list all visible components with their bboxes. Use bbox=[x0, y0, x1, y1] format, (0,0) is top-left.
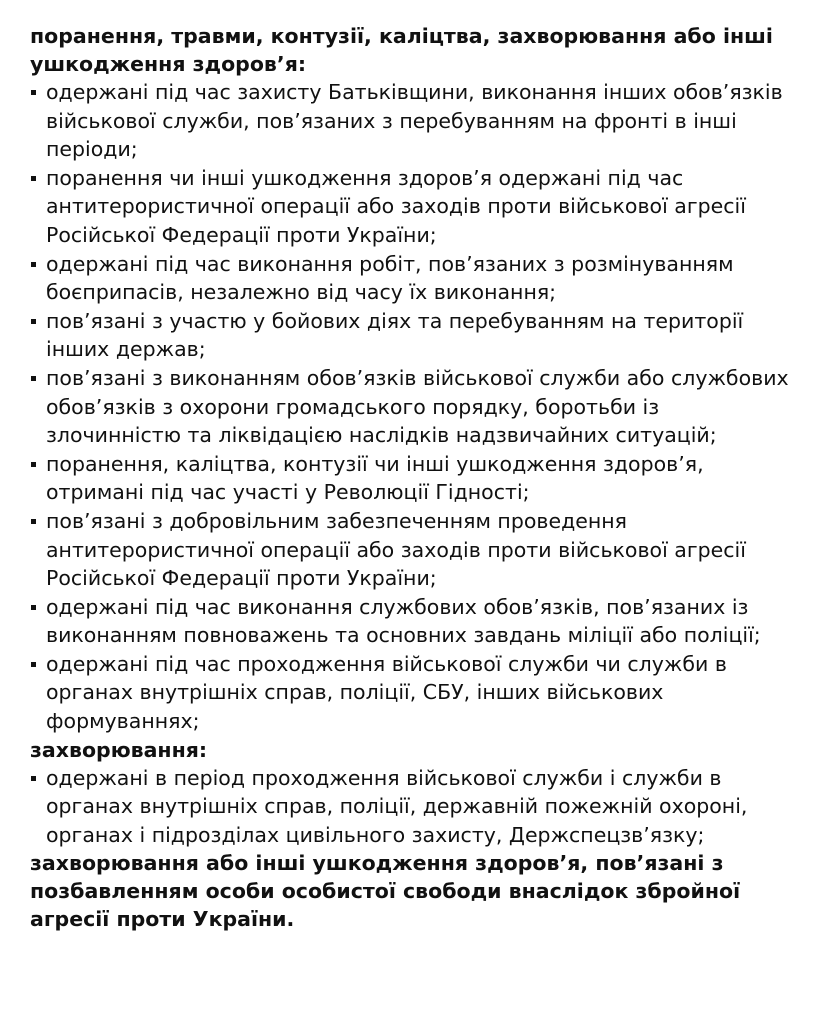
bullet-icon bbox=[31, 605, 36, 610]
bullet-icon bbox=[31, 662, 36, 667]
bullet-icon bbox=[31, 462, 36, 467]
bullet-icon bbox=[31, 376, 36, 381]
bullet-icon bbox=[31, 776, 36, 781]
diseases-list bbox=[30, 764, 796, 850]
list-item bbox=[30, 307, 796, 364]
list-item-text: поранення чи інші ушкодження здоров’я одержані під час антитерористичної операції або заходів проти військової агресії Російської Федерації проти України; bbox=[46, 165, 746, 247]
list-item bbox=[30, 364, 796, 450]
list-item-text: пов’язані з виконанням обов’язків військової служби або службових обов’язків з охорони громадського порядку, боротьби із злочинністю та ліквідацією наслідків надзвичайних ситуацій; bbox=[46, 365, 789, 448]
list-item bbox=[30, 450, 796, 507]
injuries-list bbox=[30, 78, 796, 736]
list-item bbox=[30, 593, 796, 650]
list-item-text: пов’язані з участю у бойових діях та перебуванням на території інших держав; bbox=[46, 308, 744, 362]
list-item bbox=[30, 250, 796, 307]
list-item-text: пов’язані з добровільним забезпеченням проведення антитерористичної операції або заходів проти військової агресії Російської Федерації проти України; bbox=[46, 508, 746, 591]
list-item-text: одержані під час захисту Батьківщини, виконання інших обов’язків військової служби, пов’язаних з перебуванням на фронті в інші періоди; bbox=[46, 80, 783, 162]
bullet-icon bbox=[31, 262, 36, 267]
list-item-text: одержані в період проходження військової служби і служби в органах внутрішніх справ, поліції, державній пожежній охороні, органах і підрозділах цивільного захисту, Держспецзв’язку; bbox=[46, 765, 748, 847]
list-item-text: одержані під час виконання службових обов’язків, пов’язаних із виконанням повноважень та основних завдань міліції або поліції; bbox=[46, 594, 761, 648]
list-item-text: одержані під час проходження військової служби чи служби в органах внутрішніх справ, поліції, СБУ, інших військових формуваннях; bbox=[46, 651, 727, 734]
list-item bbox=[30, 164, 796, 250]
bullet-icon bbox=[31, 90, 36, 95]
bullet-icon bbox=[31, 519, 36, 524]
list-item bbox=[30, 507, 796, 593]
list-item bbox=[30, 764, 796, 850]
list-item bbox=[30, 650, 796, 736]
list-item-text: поранення, каліцтва, контузії чи інші ушкодження здоров’я, отримані під час участі у Революції Гідності; bbox=[46, 451, 704, 505]
list-item-text: одержані під час виконання робіт, пов’язаних з розмінуванням боєприпасів, незалежно від часу їх виконання; bbox=[46, 251, 734, 305]
injuries-heading: поранення, травми, контузії, каліцтва, захворювання або інші ушкодження здоров’я: bbox=[30, 24, 773, 76]
bullet-icon bbox=[31, 176, 36, 181]
closing-statement: захворювання або інші ушкодження здоров’я, пов’язані з позбавленням особи особистої свободи внаслідок збройної агресії проти України. bbox=[30, 851, 741, 932]
list-item bbox=[30, 78, 796, 164]
bullet-icon bbox=[31, 319, 36, 324]
diseases-heading: захворювання: bbox=[30, 737, 208, 762]
